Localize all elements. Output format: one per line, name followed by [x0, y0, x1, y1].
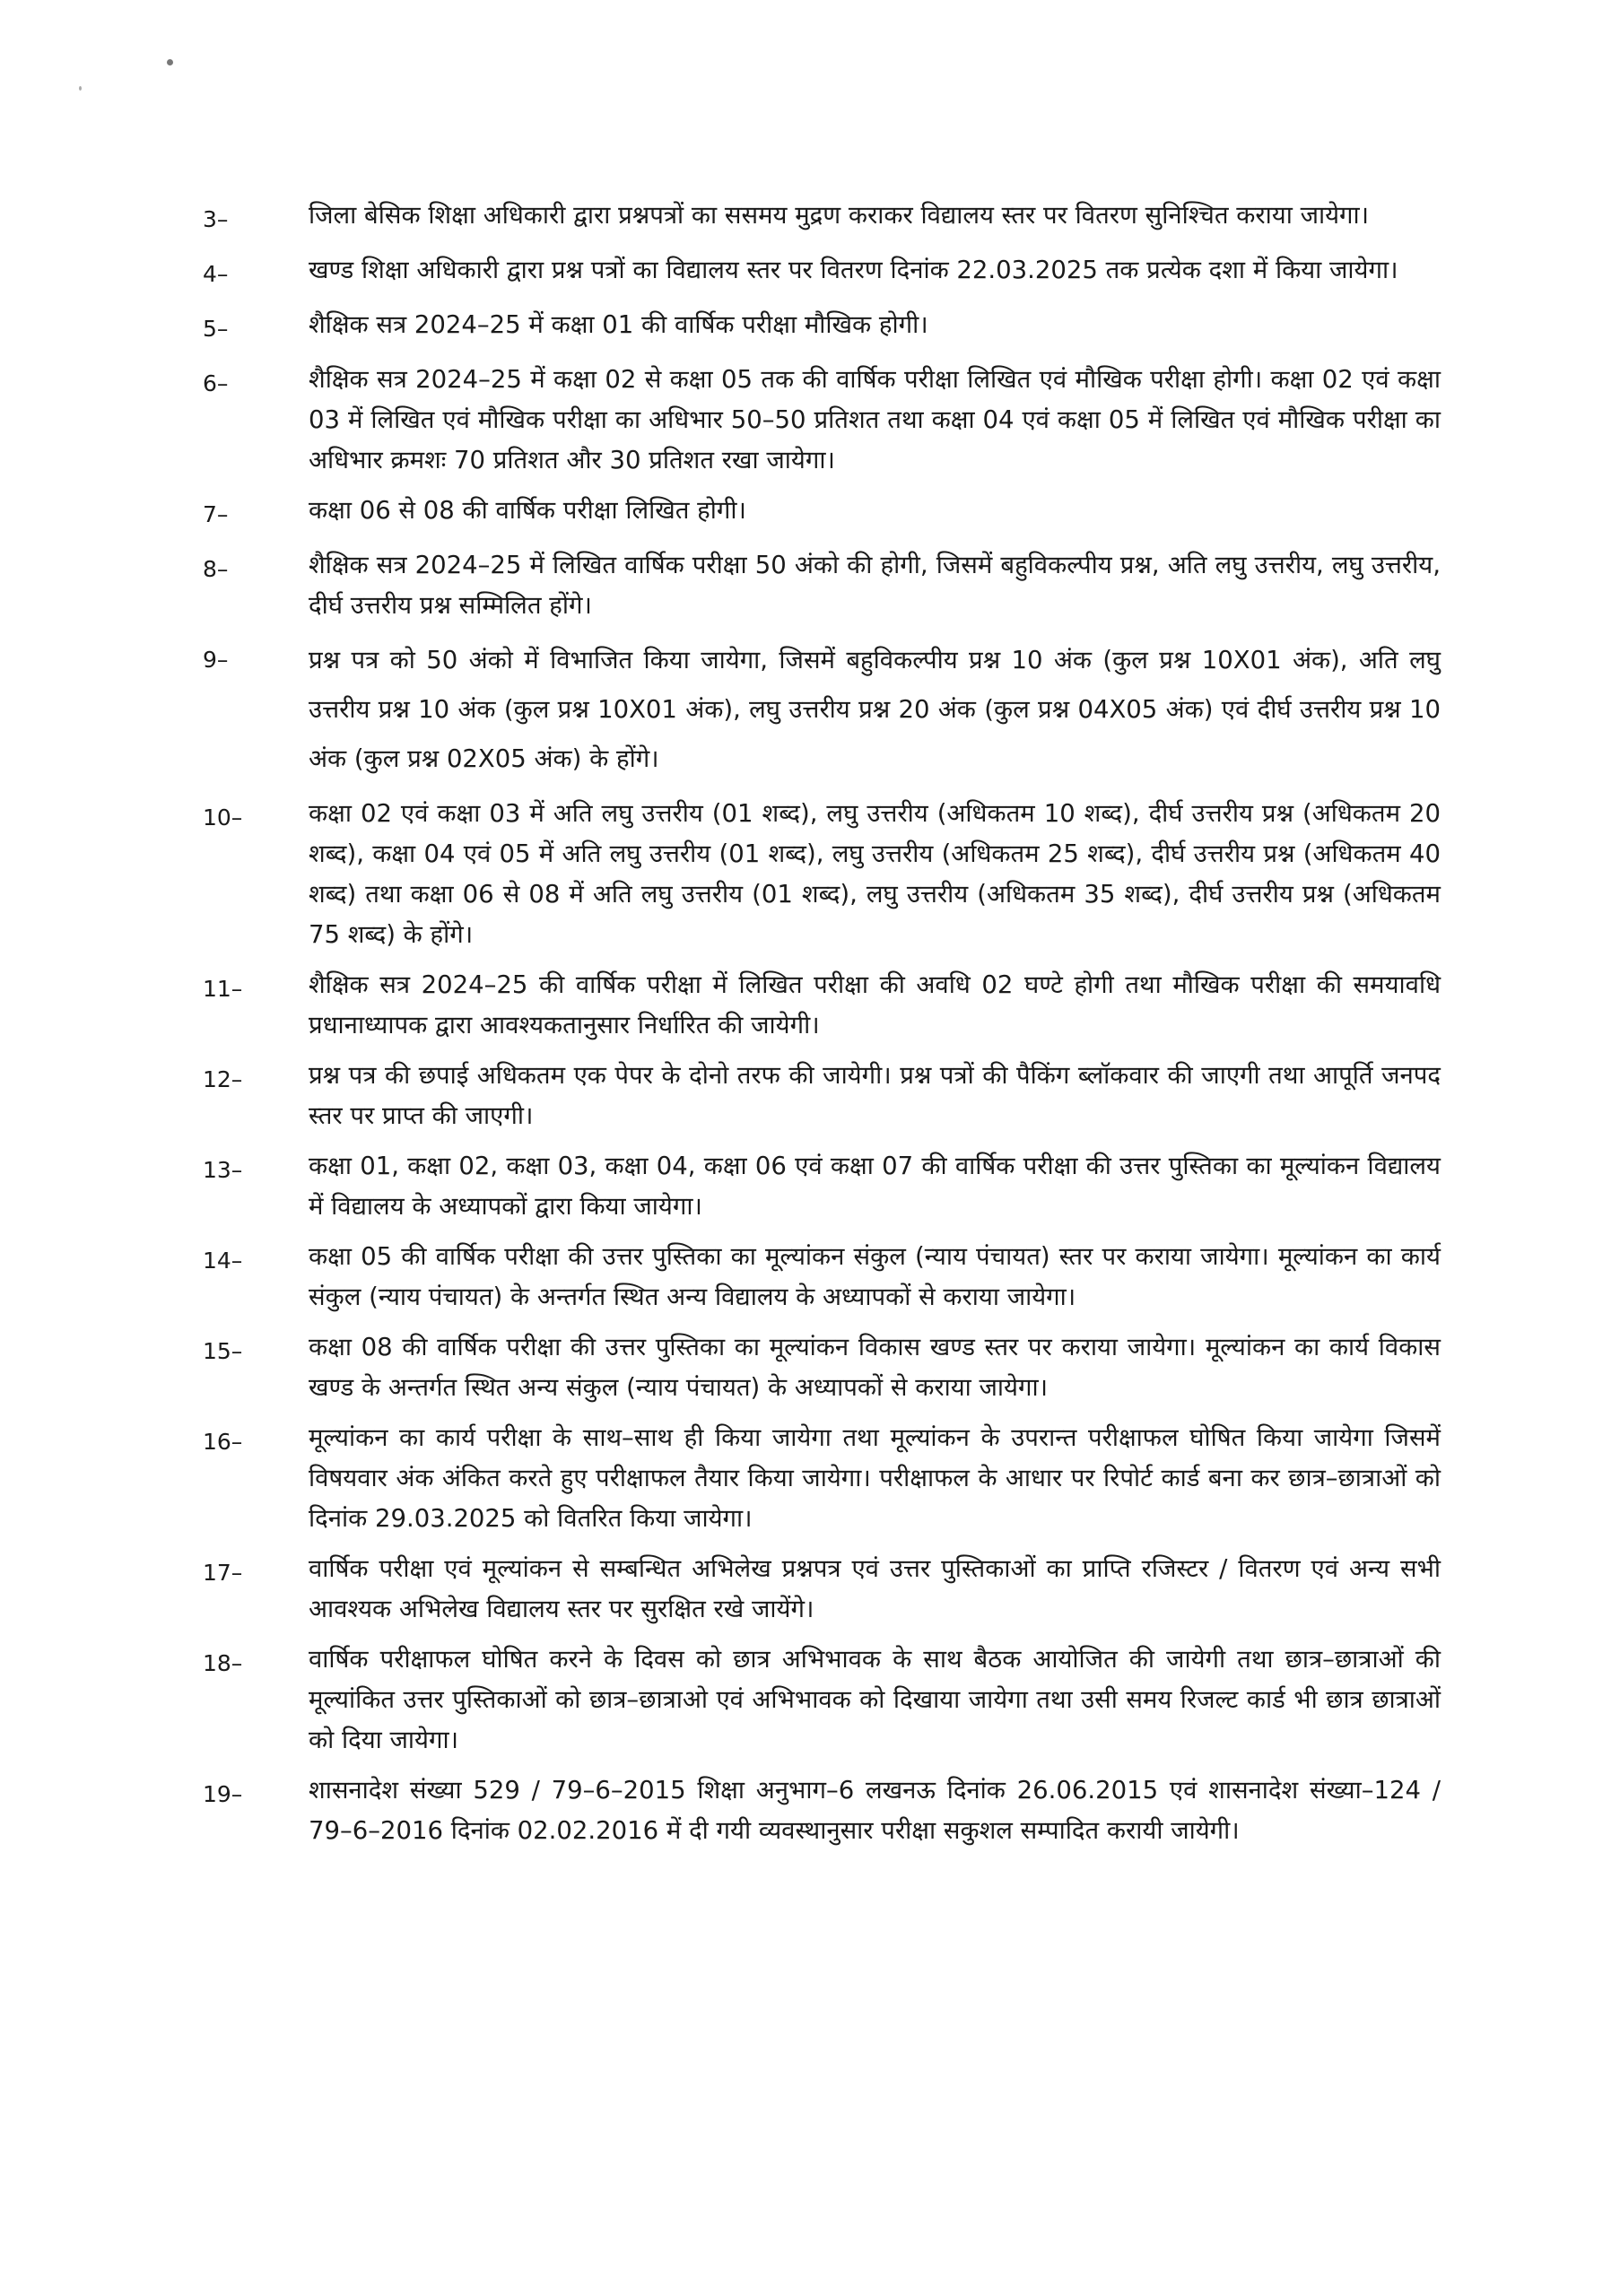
- clause-text: कक्षा 08 की वार्षिक परीक्षा की उत्तर पुस्तिका का मूल्यांकन विकास खण्ड स्तर पर कराया जायेगा। मूल्यांकन का कार्य विकास खण्ड के अन्तर्गत स्थित अन्य संकुल (न्याय पंचायत) के अध्यापकों से कराया जायेगा।: [309, 1333, 1441, 1402]
- clause-number: 9–: [203, 647, 229, 673]
- clause-list: [203, 196, 1441, 1861]
- clause-number: 4–: [203, 261, 229, 287]
- clause-text: शैक्षिक सत्र 2024–25 में कक्षा 01 की वार्षिक परीक्षा मौखिक होगी।: [309, 310, 928, 339]
- clause-text: जिला बेसिक शिक्षा अधिकारी द्वारा प्रश्नपत्रों का ससमय मुद्रण कराकर विद्यालय स्तर पर वितरण सुनिश्चित कराया जायेगा।: [309, 201, 1370, 230]
- clause-number: 12–: [203, 1066, 243, 1092]
- clause-19: [203, 1770, 1441, 1851]
- clause-number: 19–: [203, 1781, 243, 1807]
- clause-11: [203, 965, 1441, 1046]
- clause-10: [203, 794, 1441, 955]
- clause-16: [203, 1418, 1441, 1539]
- clause-number: 11–: [203, 976, 243, 1002]
- clause-number: 18–: [203, 1650, 243, 1676]
- clause-number: 15–: [203, 1338, 243, 1364]
- clause-text: वार्षिक परीक्षा एवं मूल्यांकन से सम्बन्धित अभिलेख प्रश्नपत्र एवं उत्तर पुस्तिकाओं का प्राप्ति रजिस्टर / वितरण एवं अन्य सभी आवश्यक अभिलेख विद्यालय स्तर पर सुरक्षित रखे जायेंगे।: [309, 1554, 1441, 1623]
- clause-6: [203, 360, 1441, 481]
- clause-5: [203, 305, 1441, 350]
- clause-text: कक्षा 01, कक्षा 02, कक्षा 03, कक्षा 04, कक्षा 06 एवं कक्षा 07 की वार्षिक परीक्षा की उत्तर पुस्तिका का मूल्यांकन विद्यालय में विद्यालय के अध्यापकों द्वारा किया जायेगा।: [309, 1152, 1441, 1221]
- clause-text: शैक्षिक सत्र 2024–25 में कक्षा 02 से कक्षा 05 तक की वार्षिक परीक्षा लिखित एवं मौखिक परीक्षा होगी। कक्षा 02 एवं कक्षा 03 में लिखित एवं मौखिक परीक्षा का अधिभार 50–50 प्रतिशत तथा कक्षा 04 एवं कक्षा 05 में लिखित एवं मौखिक परीक्षा का अधिभार क्रमशः 70 प्रतिशत और 30 प्रतिशत रखा जायेगा।: [309, 365, 1441, 474]
- clause-8: [203, 545, 1441, 626]
- clause-18: [203, 1639, 1441, 1761]
- clause-text: शासनादेश संख्या 529 / 79–6–2015 शिक्षा अनुभाग–6 लखनऊ दिनांक 26.06.2015 एवं शासनादेश संख्या–124 / 79–6–2016 दिनांक 02.02.2016 में दी गयी व्यवस्थानुसार परीक्षा सकुशल सम्पादित करायी जायेगी।: [309, 1776, 1441, 1845]
- clause-number: 13–: [203, 1157, 243, 1183]
- clause-number: 10–: [203, 804, 243, 831]
- clause-number: 17–: [203, 1560, 243, 1586]
- clause-text: प्रश्न पत्र की छपाई अधिकतम एक पेपर के दोनो तरफ की जायेगी। प्रश्न पत्रों की पैकिंग ब्लॉकवार की जाएगी तथा आपूर्ति जनपद स्तर पर प्राप्त की जाएगी।: [309, 1061, 1441, 1130]
- clause-text: वार्षिक परीक्षाफल घोषित करने के दिवस को छात्र अभिभावक के साथ बैठक आयोजित की जायेगी तथा छात्र–छात्राओं की मूल्यांकित उत्तर पुस्तिकाओं को छात्र–छात्राओ एवं अभिभावक को दिखाया जायेगा तथा उसी समय रिजल्ट कार्ड भी छात्र छात्राओं को दिया जायेगा।: [309, 1645, 1441, 1754]
- clause-4: [203, 250, 1441, 295]
- clause-text: मूल्यांकन का कार्य परीक्षा के साथ–साथ ही किया जायेगा तथा मूल्यांकन के उपरान्त परीक्षाफल घोषित किया जायेगा जिसमें विषयवार अंक अंकित करते हुए परीक्षाफल तैयार किया जायेगा। परीक्षाफल के आधार पर रिपोर्ट कार्ड बना कर छात्र–छात्राओं को दिनांक 29.03.2025 को वितरित किया जायेगा।: [309, 1423, 1441, 1533]
- clause-17: [203, 1549, 1441, 1630]
- clause-number: 14–: [203, 1248, 243, 1274]
- clause-number: 6–: [203, 370, 229, 396]
- clause-9: [203, 636, 1441, 784]
- clause-14: [203, 1237, 1441, 1318]
- clause-text: शैक्षिक सत्र 2024–25 में लिखित वार्षिक परीक्षा 50 अंको की होगी, जिसमें बहुविकल्पीय प्रश्न, अति लघु उत्तरीय, लघु उत्तरीय, दीर्घ उत्तरीय प्रश्न सम्मिलित होंगे।: [309, 551, 1441, 620]
- clause-text: शैक्षिक सत्र 2024–25 की वार्षिक परीक्षा में लिखित परीक्षा की अवधि 02 घण्टे होगी तथा मौखिक परीक्षा की समयावधि प्रधानाध्यापक द्वारा आवश्यकतानुसार निर्धारित की जायेगी।: [309, 970, 1441, 1039]
- clause-12: [203, 1056, 1441, 1136]
- clause-number: 16–: [203, 1429, 243, 1455]
- clause-text: कक्षा 05 की वार्षिक परीक्षा की उत्तर पुस्तिका का मूल्यांकन संकुल (न्याय पंचायत) स्तर पर कराया जायेगा। मूल्यांकन का कार्य संकुल (न्याय पंचायत) के अन्तर्गत स्थित अन्य विद्यालय के अध्यापकों से कराया जायेगा।: [309, 1242, 1441, 1311]
- scan-speck: [167, 59, 173, 65]
- clause-13: [203, 1146, 1441, 1227]
- clause-text: खण्ड शिक्षा अधिकारी द्वारा प्रश्न पत्रों का विद्यालय स्तर पर वितरण दिनांक 22.03.2025 तक प्रत्येक दशा में किया जायेगा।: [309, 256, 1398, 284]
- clause-15: [203, 1327, 1441, 1408]
- clause-text: कक्षा 02 एवं कक्षा 03 में अति लघु उत्तरीय (01 शब्द), लघु उत्तरीय (अधिकतम 10 शब्द), दीर्घ उत्तरीय प्रश्न (अधिकतम 20 शब्द), कक्षा 04 एवं 05 में अति लघु उत्तरीय (01 शब्द), लघु उत्तरीय (अधिकतम 25 शब्द), दीर्घ उत्तरीय प्रश्न (अधिकतम 40 शब्द) तथा कक्षा 06 से 08 में अति लघु उत्तरीय (01 शब्द), लघु उत्तरीय (अधिकतम 35 शब्द), दीर्घ उत्तरीय प्रश्न (अधिकतम 75 शब्द) के होंगे।: [309, 799, 1441, 949]
- clause-number: 8–: [203, 556, 229, 582]
- clause-number: 3–: [203, 206, 229, 232]
- scan-speck: [79, 86, 82, 91]
- clause-text: कक्षा 06 से 08 की वार्षिक परीक्षा लिखित होगी।: [309, 496, 746, 525]
- clause-7: [203, 491, 1441, 535]
- clause-text: प्रश्न पत्र को 50 अंको में विभाजित किया जायेगा, जिसमें बहुविकल्पीय प्रश्न 10 अंक (कुल प्रश्न 10X01 अंक), अति लघु उत्तरीय प्रश्न 10 अंक (कुल प्रश्न 10X01 अंक), लघु उत्तरीय प्रश्न 20 अंक (कुल प्रश्न 04X05 अंक) एवं दीर्घ उत्तरीय प्रश्न 10 अंक (कुल प्रश्न 02X05 अंक) के होंगे।: [309, 646, 1441, 773]
- clause-number: 7–: [203, 501, 229, 527]
- clause-3: [203, 196, 1441, 240]
- clause-number: 5–: [203, 316, 229, 342]
